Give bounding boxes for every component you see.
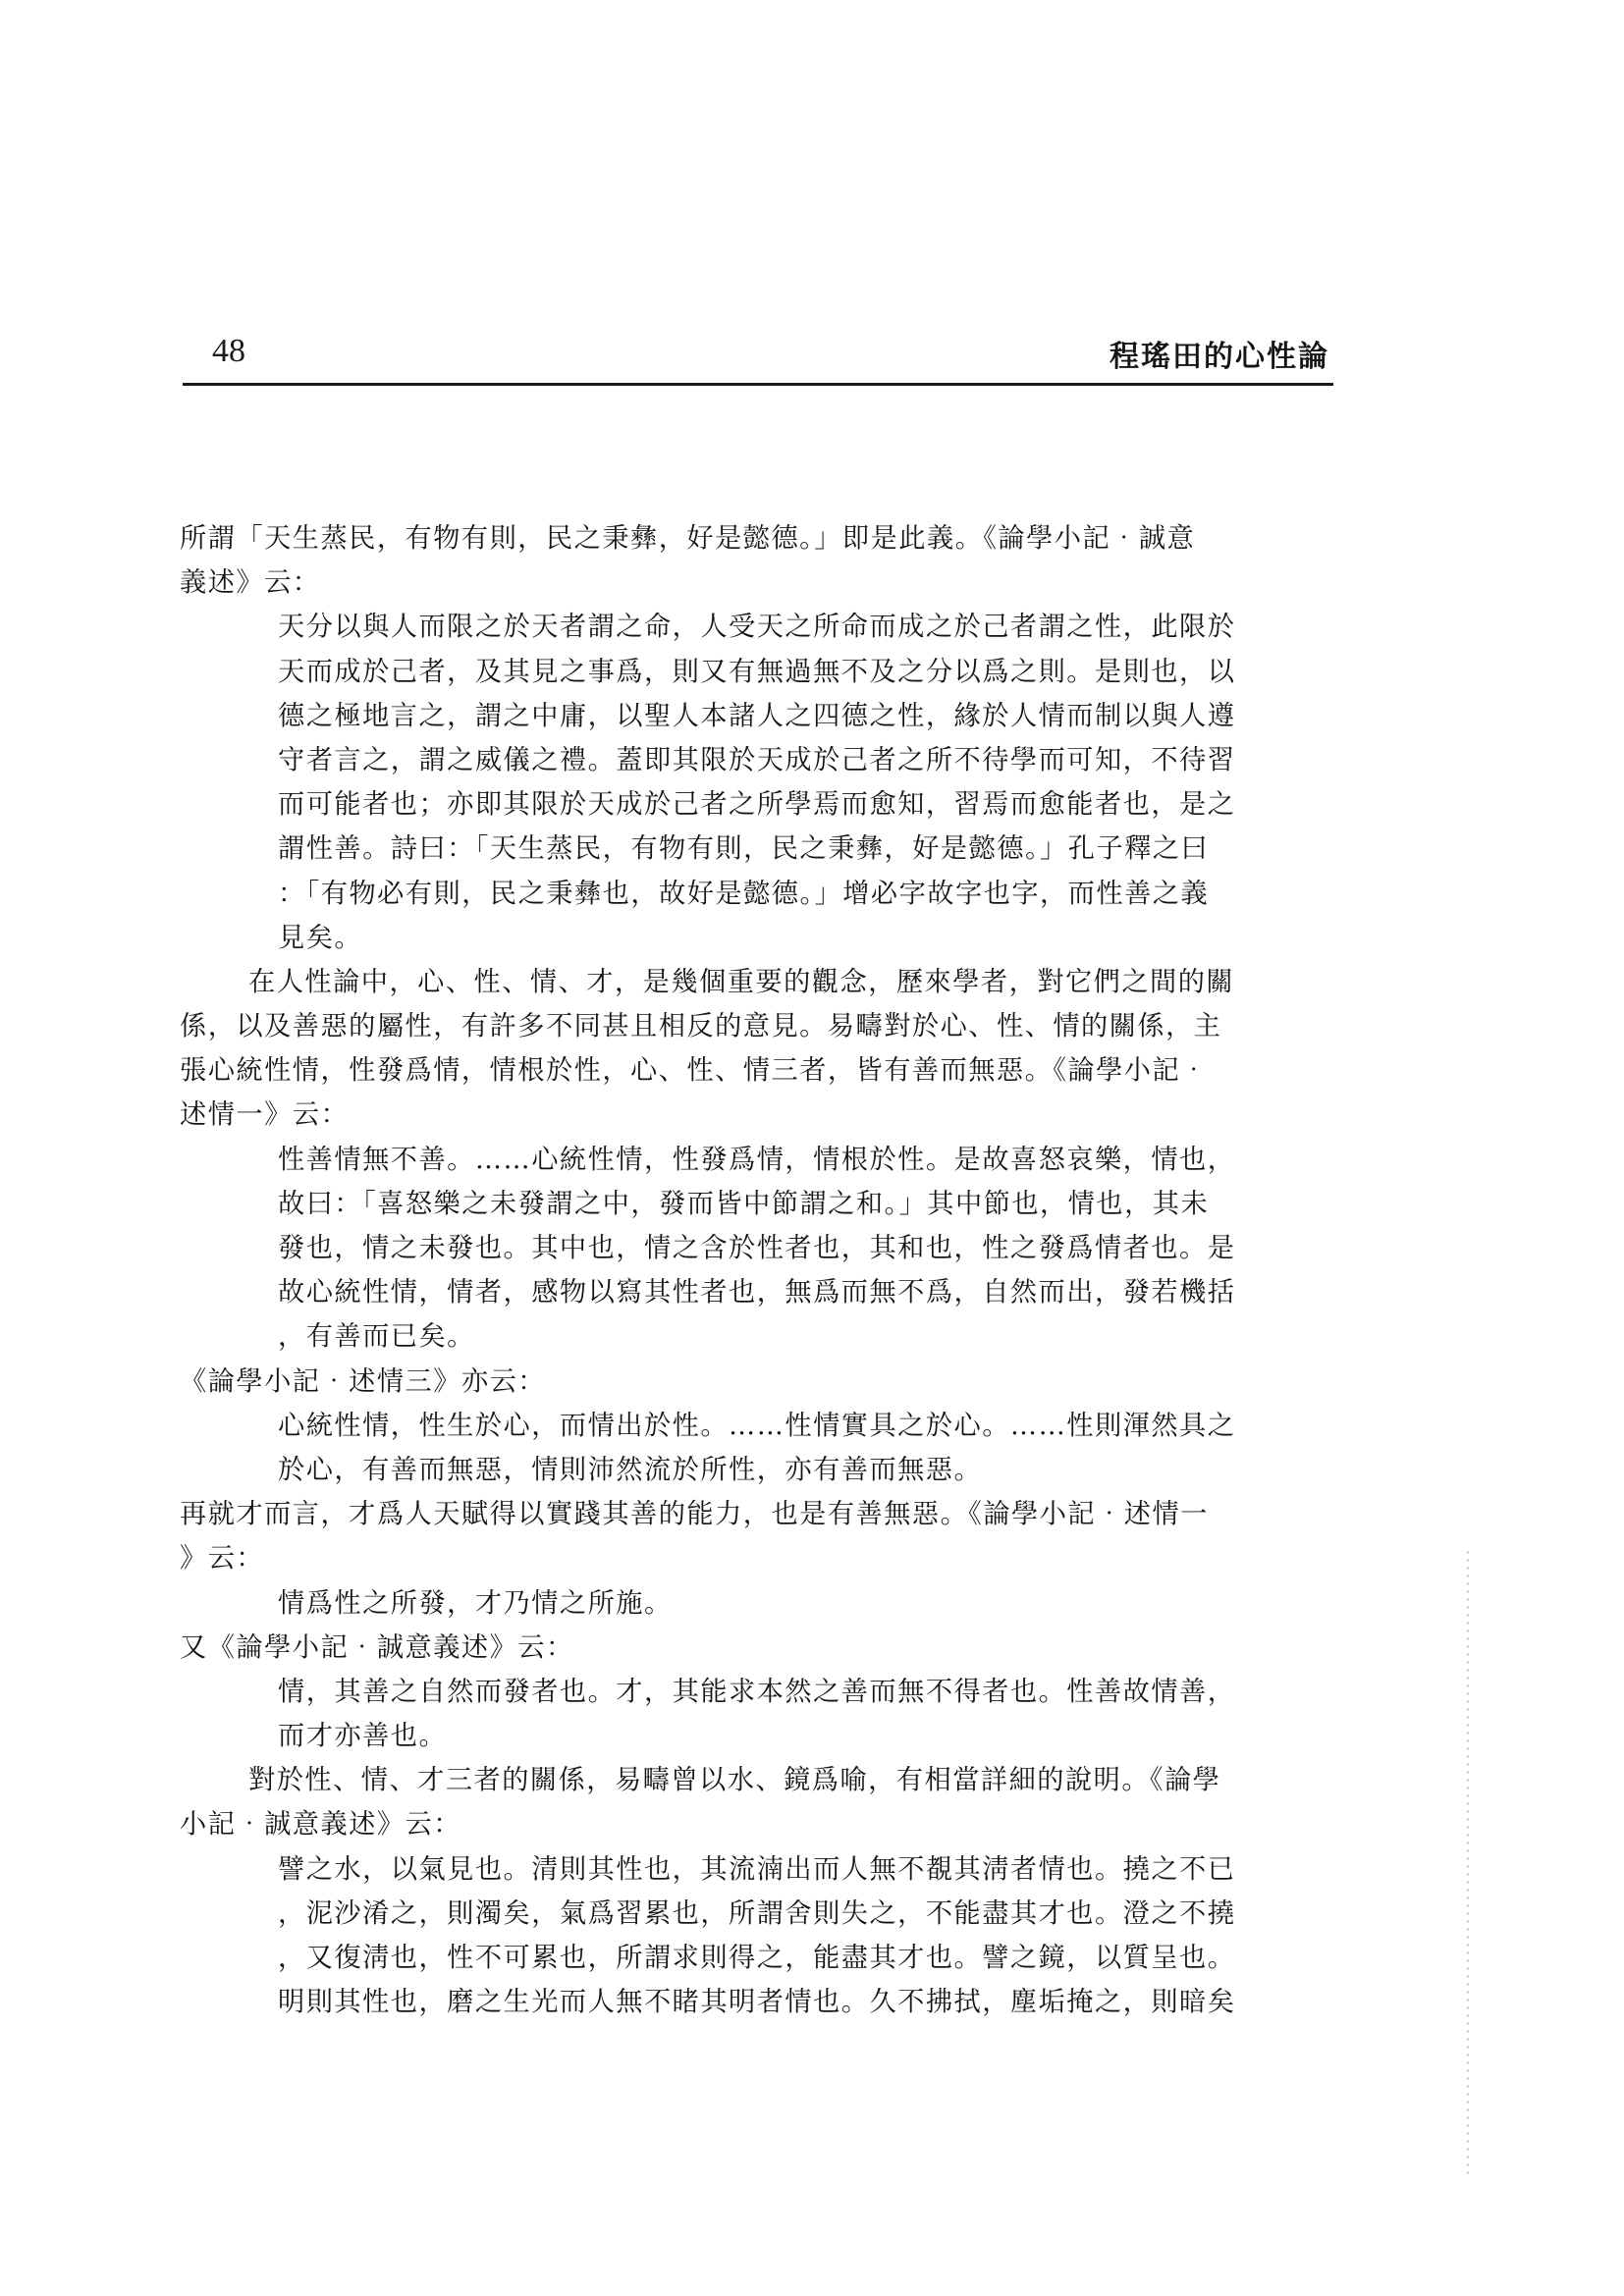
quote-line: 情，其善之自然而發者也。才，其能求本然之善而無不得者也。性善故情善，: [278, 1676, 1236, 1707]
quote-line: 情爲性之所發，才乃情之所施。: [278, 1587, 673, 1619]
scan-edge-mark: [1467, 1551, 1469, 2179]
quote-line: 心統性情，性生於心，而情出於性。……性情實具之於心。……性則渾然具之: [278, 1410, 1236, 1441]
quote-line: 謂性善。詩曰：「天生蒸民，有物有則，民之秉彝，好是懿德。」孔子釋之曰: [278, 833, 1210, 865]
text-line: 對於性、情、才三者的關係，易疇曾以水、鏡爲喻，有相當詳細的說明。《論學: [248, 1765, 1221, 1796]
quote-line: 明則其性也，磨之生光而人無不睹其明者情也。久不拂拭，塵垢掩之，則暗矣: [278, 1987, 1236, 2018]
quote-line: 於心，有善而無惡，情則沛然流於所性，亦有善而無惡。: [278, 1454, 983, 1485]
text-line: 係，以及善惡的屬性，有許多不同甚且相反的意見。易疇對於心、性、情的關係，主: [180, 1011, 1222, 1042]
text-line: 再就才而言，才爲人天賦得以實踐其善的能力，也是有善無惡。《論學小記‧述情一: [180, 1499, 1209, 1530]
quote-line: 守者言之，謂之威儀之禮。蓋即其限於天成於己者之所不待學而可知，不待習: [278, 744, 1236, 775]
quote-line: ，又復淸也，性不可累也，所謂求則得之，能盡其才也。譬之鏡，以質呈也。: [278, 1943, 1236, 1973]
quote-line: 見矣。: [278, 922, 363, 953]
quote-line: 性善情無不善。……心統性情，性發爲情，情根於性。是故喜怒哀樂，情也，: [278, 1144, 1236, 1175]
quote-line: 譬之水，以氣見也。清則其性也，其流湳出而人無不覩其淸者情也。撓之不已: [278, 1853, 1236, 1885]
text-line: 張心統性情，性發爲情，情根於性，心、性、情三者，皆有善而無惡。《論學小記‧: [180, 1055, 1209, 1087]
text-line: 》云：: [180, 1543, 265, 1575]
text-line: 所謂「天生蒸民，有物有則，民之秉彝，好是懿德。」即是此義。《論學小記‧誠意: [180, 523, 1196, 554]
text-line: 《論學小記‧述情三》亦云：: [180, 1365, 546, 1397]
text-line: 在人性論中，心、性、情、才，是幾個重要的觀念，歷來學者，對它們之間的關: [248, 966, 1235, 997]
quote-line: ，有善而已矣。: [278, 1321, 475, 1353]
quote-line: 發也，情之未發也。其中也，情之含於性者也，其和也，性之發爲情者也。是: [278, 1233, 1236, 1263]
quote-line: 故心統性情，情者，感物以寫其性者也，無爲而無不爲，自然而出，發若機括: [278, 1277, 1236, 1308]
quote-line: 而才亦善也。: [278, 1721, 448, 1752]
page-number: 48: [212, 333, 245, 369]
quote-line: 德之極地言之，謂之中庸，以聖人本諸人之四德之性，緣於人情而制以與人遵: [278, 700, 1236, 731]
quote-line: ，泥沙淆之，則濁矣，氣爲習累也，所謂舍則失之，不能盡其才也。澄之不撓: [278, 1897, 1236, 1929]
running-title: 程瑤田的心性論: [1110, 340, 1329, 374]
header-rule: [183, 383, 1333, 386]
text-line: 義述》云：: [180, 567, 321, 599]
text-line: 小記‧誠意義述》云：: [180, 1809, 461, 1841]
quote-line: ：「有物必有則，民之秉彝也，故好是懿德。」增必字故字也字，而性善之義: [278, 878, 1210, 909]
text-line: 又《論學小記‧誠意義述》云：: [180, 1631, 574, 1663]
quote-line: 而可能者也；亦即其限於天成於己者之所學焉而愈知，習焉而愈能者也，是之: [278, 789, 1236, 821]
quote-line: 天而成於己者，及其見之事爲，則又有無過無不及之分以爲之則。是則也，以: [278, 656, 1236, 687]
body-text: [180, 516, 1270, 2024]
quote-line: 天分以與人而限之於天者謂之命，人受天之所命而成之於己者謂之性，此限於: [278, 612, 1236, 643]
text-line: 述情一》云：: [180, 1099, 350, 1131]
quote-line: 故曰：「喜怒樂之未發謂之中，發而皆中節謂之和。」其中節也，情也，其未: [278, 1188, 1210, 1219]
